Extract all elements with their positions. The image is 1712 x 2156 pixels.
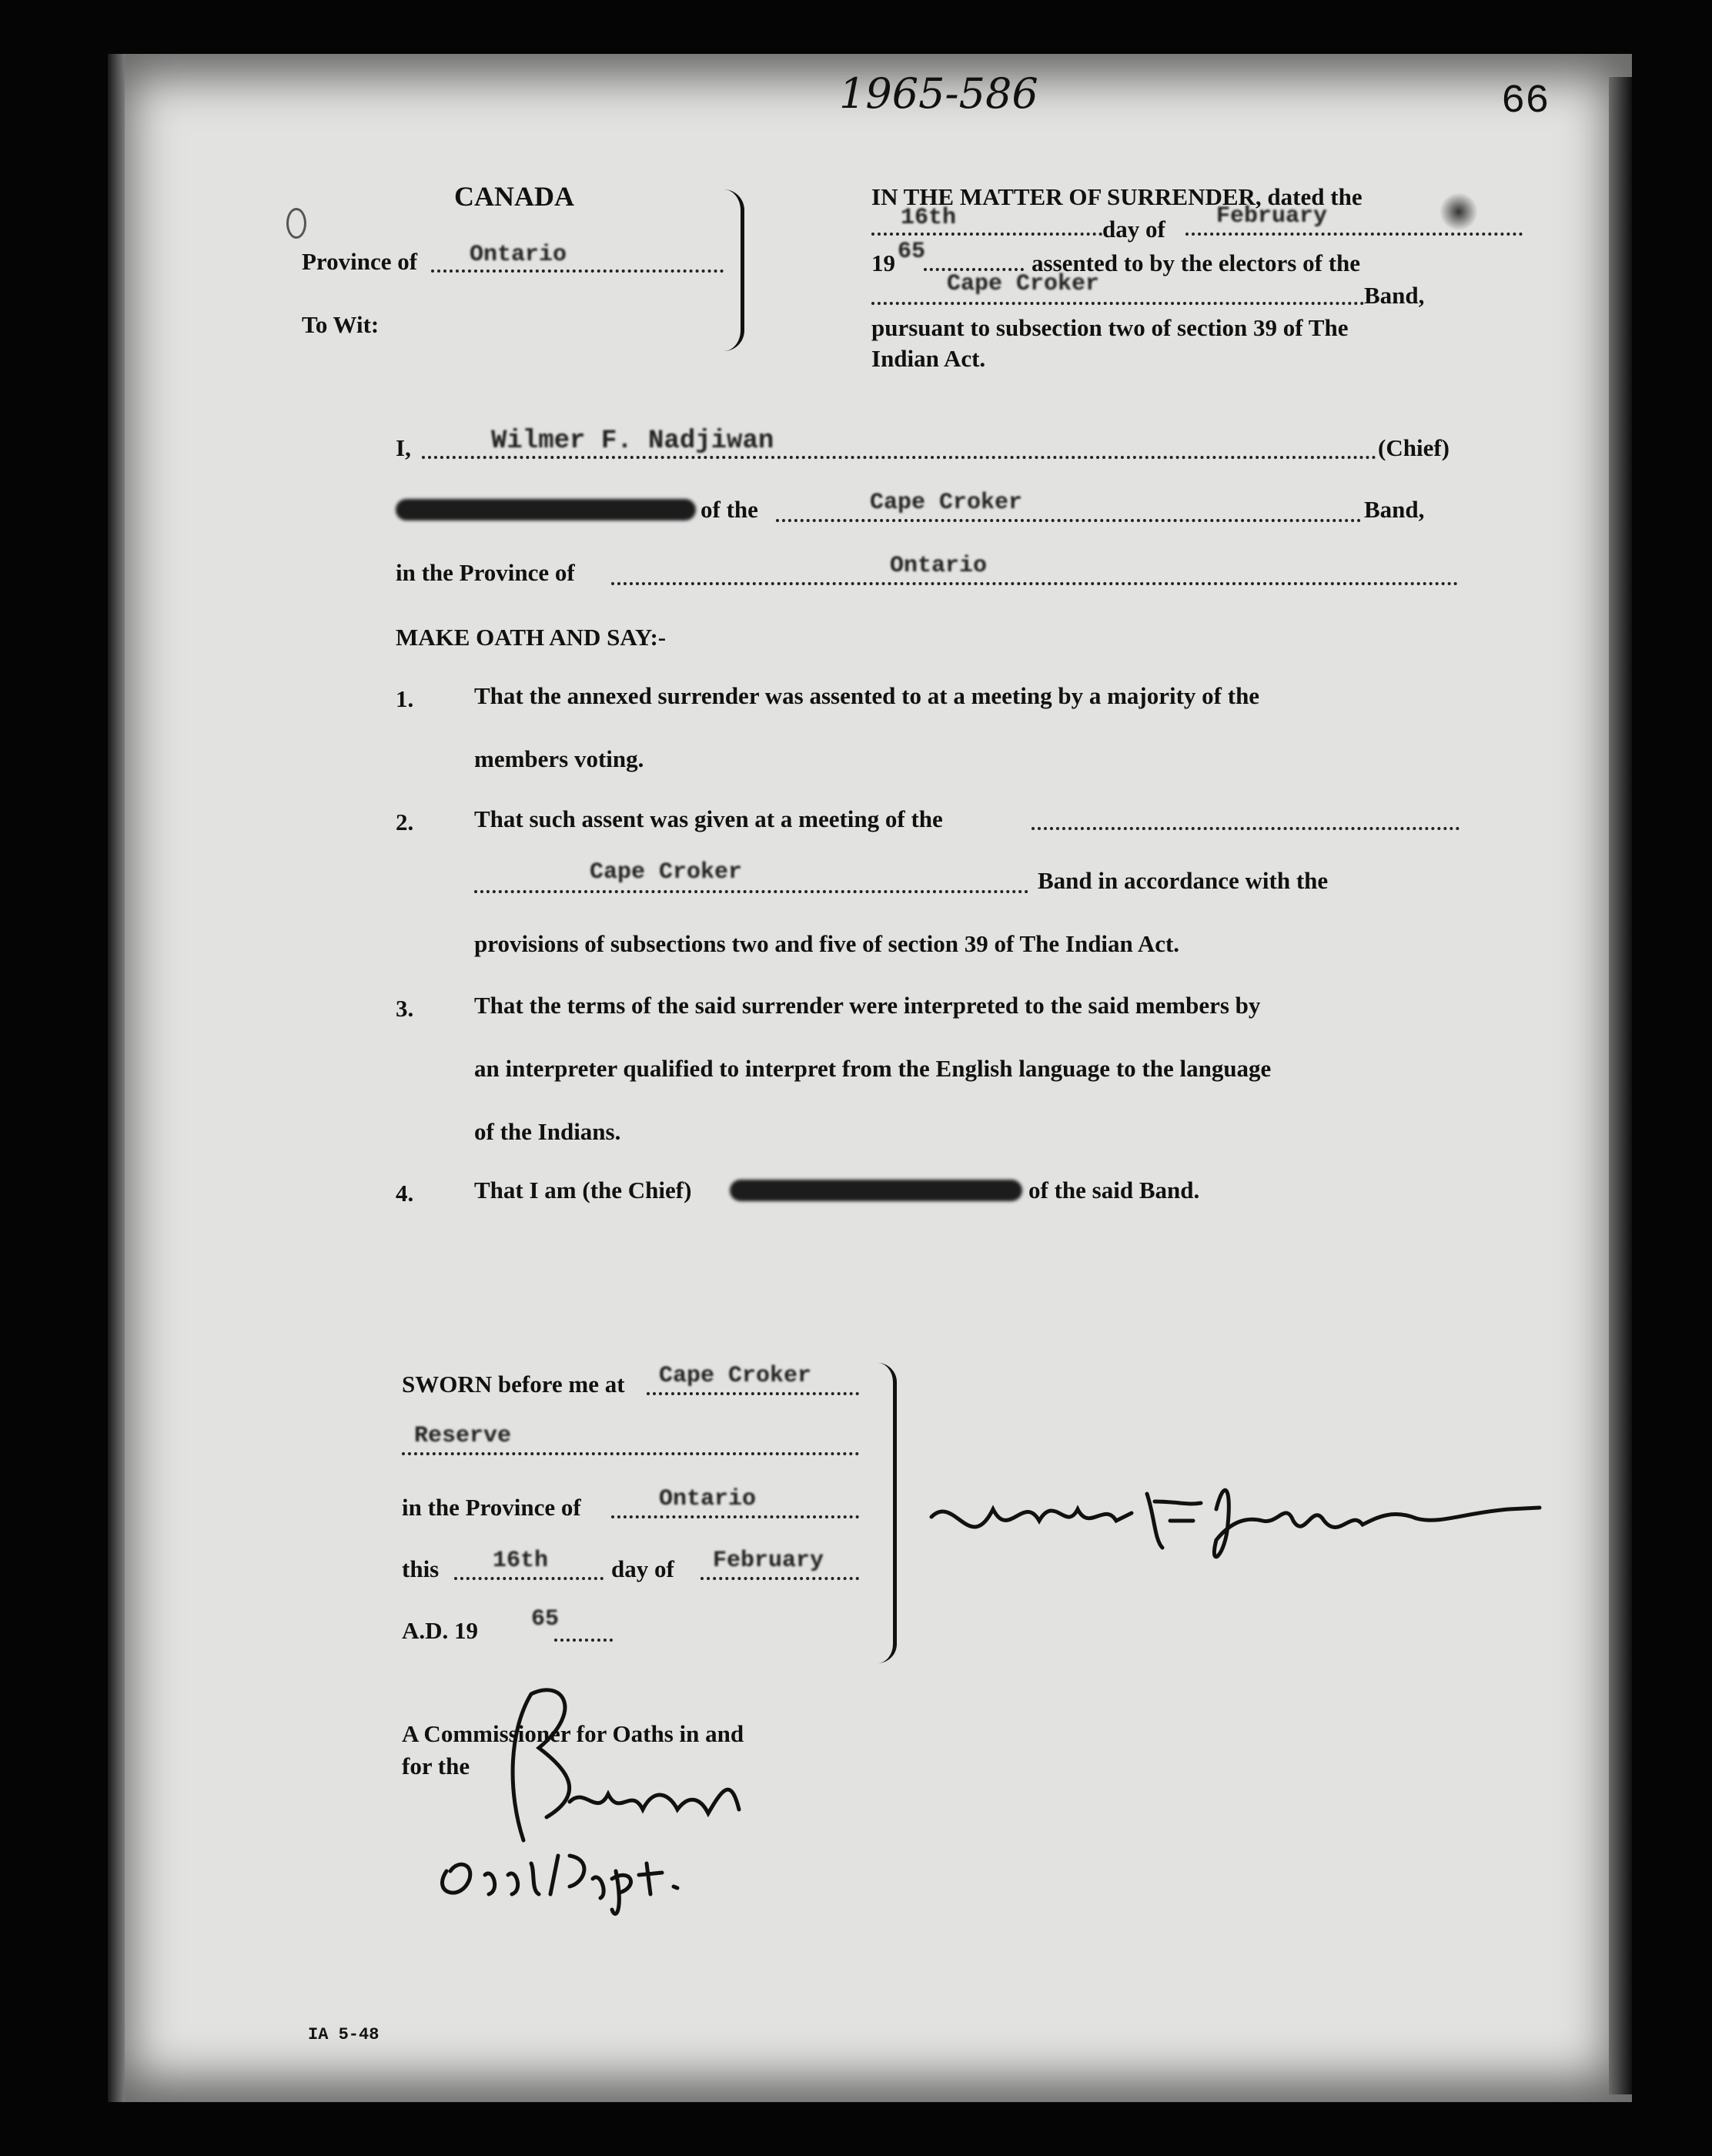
jurat-day-value: 16th <box>493 1548 549 1574</box>
matter-line-5: Indian Act. <box>871 345 986 372</box>
jurat-this-label: this <box>402 1555 440 1582</box>
jurat-year-dots <box>554 1639 613 1642</box>
matter-line-4: pursuant to subsection two of section 39 of The <box>871 314 1349 341</box>
redaction-bar <box>396 499 696 521</box>
clause-1-line-2: members voting. <box>474 745 644 772</box>
oath-band-label: Band, <box>1364 496 1425 523</box>
jurat-month-value: February <box>713 1548 824 1574</box>
clause-2-dots-2 <box>474 890 1028 893</box>
jurat-province-label: in the Province of <box>402 1494 581 1521</box>
jurisdiction-heading: CANADA <box>454 181 574 212</box>
left-page-edge <box>108 54 125 2102</box>
matter-year-prefix: 19 <box>871 249 895 276</box>
oath-band-dots <box>776 519 1361 522</box>
oath-name-value: Wilmer F. Nadjiwan <box>491 427 774 456</box>
jurat-day-label: day of <box>611 1555 674 1582</box>
matter-band-label: Band, <box>1364 282 1425 309</box>
oath-name-dots <box>422 456 1376 459</box>
document-page <box>108 54 1632 2102</box>
clause-3-line-3: of the Indians. <box>474 1118 621 1145</box>
matter-month-value: February <box>1216 203 1328 229</box>
clause-2-band-value: Cape Croker <box>590 859 743 886</box>
commissioner-line-1: A Commissioner for Oaths in and <box>402 1720 744 1747</box>
deponent-signature <box>924 1448 1555 1586</box>
ink-blot <box>1439 192 1478 231</box>
jurat-month-dots <box>701 1577 859 1580</box>
matter-month-dots <box>1185 233 1523 236</box>
jurat-province-value: Ontario <box>659 1486 757 1512</box>
matter-day-value: 16th <box>901 205 957 231</box>
jurat-place-value: Cape Croker <box>659 1363 812 1389</box>
clause-3-number: 3. <box>396 995 414 1022</box>
clause-3-line-1: That the terms of the said surrender were interpreted to the said members by <box>474 992 1261 1019</box>
matter-band-dots <box>871 302 1364 305</box>
province-label: Province of <box>302 248 418 275</box>
oath-province-label: in the Province of <box>396 559 575 586</box>
jurat-sworn-label: SWORN before me at <box>402 1371 625 1398</box>
jurat-ad-label: A.D. 19 <box>402 1617 479 1644</box>
oath-province-value: Ontario <box>890 553 988 579</box>
matter-year-value: 65 <box>898 239 926 265</box>
clause-2-line-2-tail: Band in accordance with the <box>1038 867 1329 894</box>
commissioner-line-2: for the <box>402 1753 470 1779</box>
matter-assented: assented to by the electors of the <box>1032 249 1361 276</box>
commissioner-signature <box>416 1663 816 1917</box>
oath-band-value: Cape Croker <box>870 490 1023 516</box>
oath-of-the-label: of the <box>701 496 758 523</box>
clause-3-line-2: an interpreter qualified to interpret from the English language to the language <box>474 1055 1272 1082</box>
form-code: IA 5-48 <box>308 2025 380 2044</box>
page-number: 66 <box>1501 79 1550 124</box>
jurat-year-value: 65 <box>531 1606 560 1632</box>
header-bracket <box>724 189 744 351</box>
province-dotted-line <box>431 270 724 273</box>
matter-line-1: IN THE MATTER OF SURRENDER, dated the <box>871 183 1363 210</box>
redaction-bar <box>730 1180 1022 1201</box>
punch-hole-icon <box>286 208 306 239</box>
jurat-place2-dots <box>402 1452 859 1455</box>
jurat-day-dots <box>454 1577 604 1580</box>
clause-2-dots-1 <box>1032 827 1460 830</box>
clause-4-tail: of the said Band. <box>1028 1177 1200 1204</box>
right-page-edge <box>1609 77 1632 2094</box>
jurat-bracket <box>878 1363 897 1663</box>
matter-day-label: day of <box>1102 216 1165 243</box>
clause-4-number: 4. <box>396 1180 414 1207</box>
clause-4-head: That I am (the Chief) <box>474 1177 692 1204</box>
clause-2-line-3: provisions of subsections two and five of section 39 of The Indian Act. <box>474 930 1180 957</box>
oath-chief-label: (Chief) <box>1378 434 1450 461</box>
clause-2-number: 2. <box>396 808 414 835</box>
to-wit-label: To Wit: <box>302 311 380 338</box>
handwritten-file-number: 1965-586 <box>839 69 1038 118</box>
make-oath-heading: MAKE OATH AND SAY:- <box>396 624 667 651</box>
clause-1-line-1: That the annexed surrender was assented to at a meeting by a majority of the <box>474 682 1260 709</box>
oath-i-label: I, <box>396 434 411 461</box>
jurat-place-value-2: Reserve <box>414 1423 512 1449</box>
matter-band-value: Cape Croker <box>947 271 1100 297</box>
jurat-place-dots <box>647 1392 859 1395</box>
province-value: Ontario <box>470 242 567 268</box>
jurat-province-dots <box>611 1515 859 1518</box>
oath-province-dots <box>611 582 1458 585</box>
matter-day-dots <box>871 233 1102 236</box>
clause-2-line-1: That such assent was given at a meeting of the <box>474 805 943 832</box>
clause-1-number: 1. <box>396 685 414 712</box>
